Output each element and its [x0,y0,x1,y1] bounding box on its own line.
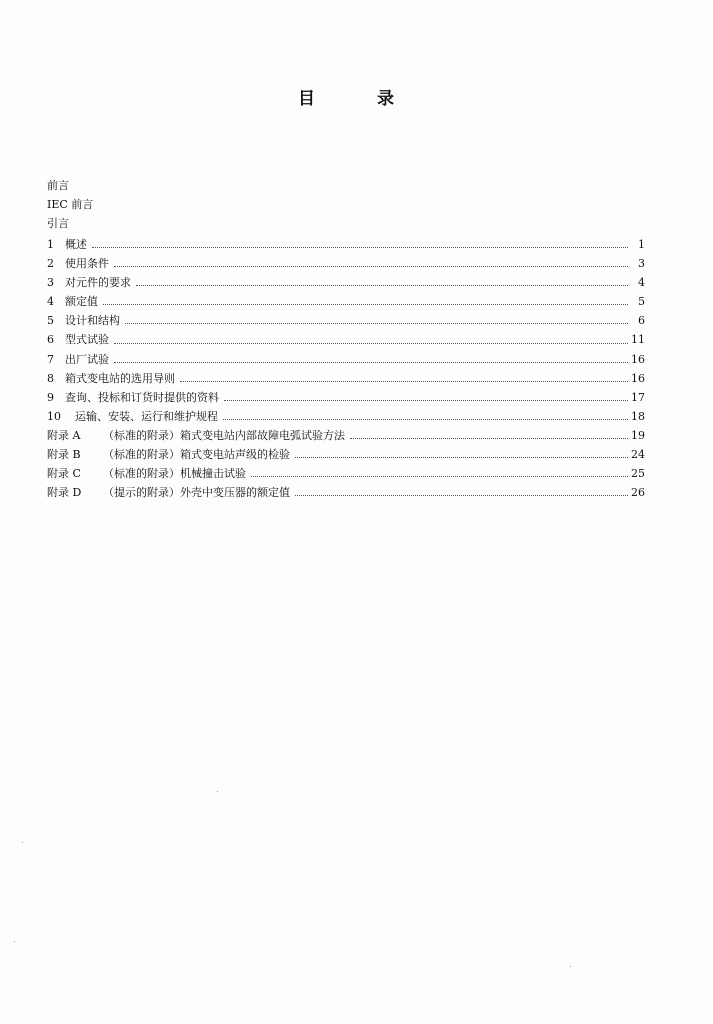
toc-entry [47,351,645,370]
toc-entry-page: 6 [638,314,645,328]
toc-entry-label: 设计和结构 [65,314,120,328]
front-matter-preface: 前言 [47,179,69,192]
toc-entry-number: 9 [47,390,54,404]
toc-leader-dots [295,494,628,496]
toc-entry-page: 16 [631,352,645,366]
toc-entry-label: 查询、投标和订货时提供的资料 [65,390,219,404]
toc-leader-dots [251,475,628,477]
toc-entry-label: （标准的附录）箱式变电站声级的检验 [103,448,290,462]
toc-entry-label: （提示的附录）外壳中变压器的额定值 [103,486,290,500]
toc-leader-dots [114,361,628,363]
toc-entry-page: 11 [631,333,645,347]
toc-entry-number: 5 [47,314,54,328]
toc-entry-number: 2 [47,257,54,271]
toc-entry [47,427,645,446]
toc-entry-label: 使用条件 [65,257,109,271]
toc-entry-label: 出厂试验 [65,352,109,366]
toc-entry-number: 7 [47,352,54,366]
toc-entry-label: （标准的附录）箱式变电站内部故障电弧试验方法 [103,428,345,442]
title-char-2: 录 [377,89,394,109]
toc-leader-dots [114,265,628,267]
toc-entry-number: 4 [47,295,54,309]
toc-entry [47,293,645,312]
toc-leader-dots [350,437,628,439]
toc-entry [47,465,645,484]
toc-entry-number: 附录 C [47,467,81,481]
toc-leader-dots [223,418,628,420]
scan-speck [570,966,571,967]
toc-entry-page: 16 [631,371,645,385]
toc-entry [47,370,645,389]
toc-leader-dots [92,246,628,248]
toc-entry-label: 额定值 [65,295,98,309]
toc-leader-dots [224,399,628,401]
toc-leader-dots [125,322,628,324]
toc-entry [47,236,645,255]
toc-entry-number: 附录 A [47,428,81,442]
toc-entry-page: 1 [638,238,645,251]
toc-leader-dots [136,284,628,286]
scan-speck [22,842,23,843]
front-matter-introduction: 引言 [47,217,69,230]
toc-entry [47,446,645,465]
toc-entry-number: 3 [47,276,54,290]
toc-entry-number: 10 [47,409,61,423]
toc-entry [47,274,645,293]
table-of-contents [47,236,645,503]
toc-entry-page: 17 [631,390,645,404]
toc-entry [47,312,645,331]
toc-entry-number: 附录 D [47,486,82,500]
toc-entry [47,408,645,427]
toc-entry [47,255,645,274]
toc-entry-page: 24 [631,448,645,462]
toc-entry-label: （标准的附录）机械撞击试验 [103,467,246,481]
toc-entry-page: 25 [631,467,645,481]
toc-entry-number: 6 [47,333,54,347]
title-char-1: 目 [298,89,315,109]
scan-speck [217,791,218,792]
toc-entry [47,484,645,503]
scan-speck [14,941,15,942]
toc-entry-page: 5 [638,295,645,309]
front-matter-iec-preface: IEC 前言 [47,198,94,211]
toc-entry-number: 8 [47,371,54,385]
toc-entry-label: 对元件的要求 [65,276,131,290]
toc-leader-dots [295,456,628,458]
toc-entry-page: 19 [631,428,645,442]
toc-entry-label: 箱式变电站的选用导则 [65,371,175,385]
toc-entry-number: 附录 B [47,448,81,462]
toc-entry-number: 1 [47,238,54,251]
toc-entry-label: 型式试验 [65,333,109,347]
toc-entry [47,389,645,408]
toc-entry-page: 18 [631,409,645,423]
toc-entry-label: 运输、安装、运行和维护规程 [75,409,218,423]
toc-entry-page: 4 [638,276,645,290]
toc-leader-dots [114,342,628,344]
toc-leader-dots [180,380,628,382]
toc-entry-label: 概述 [65,238,87,251]
toc-leader-dots [103,303,628,305]
toc-entry [47,331,645,350]
toc-entry-page: 26 [631,486,645,500]
toc-entry-page: 3 [638,257,645,271]
